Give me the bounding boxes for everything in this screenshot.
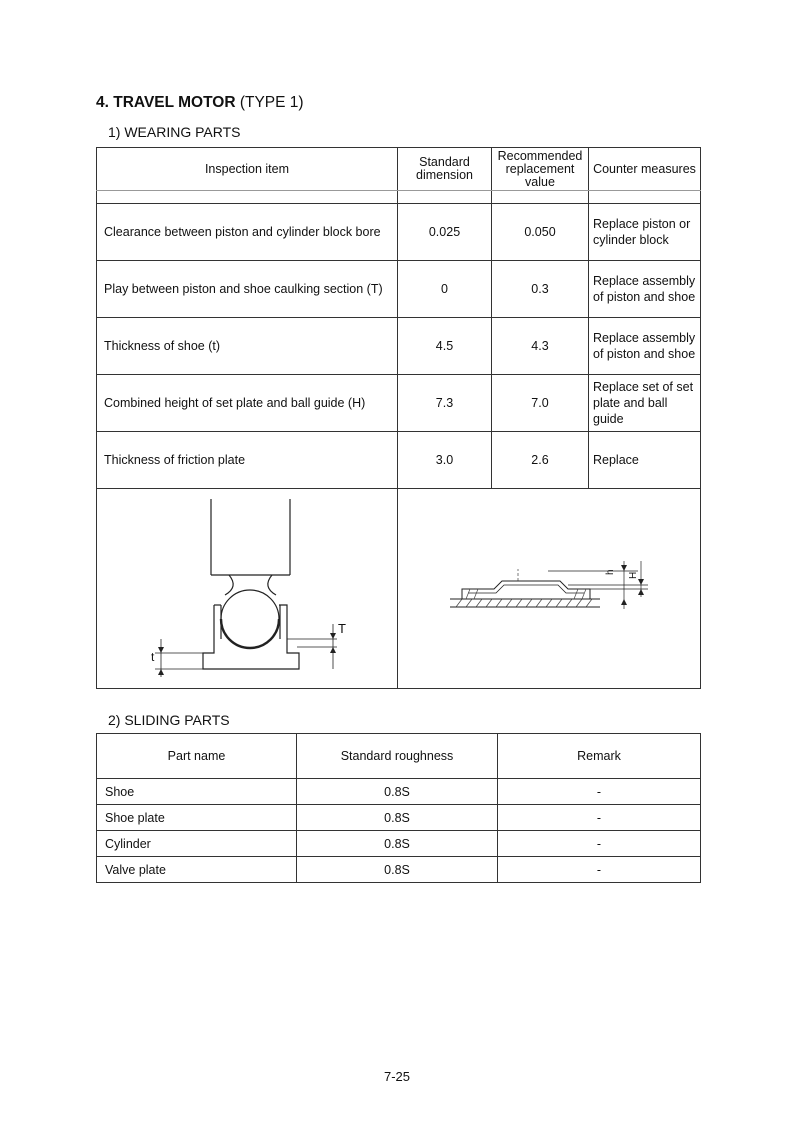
table-header-row	[97, 148, 701, 191]
wearing-parts-table	[96, 147, 701, 689]
header-spacer-row	[97, 191, 701, 204]
counter-measure	[589, 318, 701, 375]
part-name: Shoe	[97, 779, 297, 805]
counter-measure-line1: Replace set of set	[593, 380, 694, 394]
counter-measure-line2: plate and ball guide	[593, 396, 668, 426]
table-row	[97, 432, 701, 489]
set-plate-figure-cell	[398, 489, 701, 689]
table-row	[97, 857, 701, 883]
standard-roughness: 0.8S	[297, 779, 498, 805]
inspection-item: Play between piston and shoe caulking section (T)	[97, 261, 398, 318]
table-row	[97, 805, 701, 831]
table-header-row	[97, 734, 701, 779]
remark: -	[498, 831, 701, 857]
header-rec-line1: Recommended	[497, 148, 583, 163]
recommended-value: 7.0	[492, 375, 589, 432]
table-row	[97, 779, 701, 805]
part-name: Cylinder	[97, 831, 297, 857]
inspection-item: Thickness of friction plate	[97, 432, 398, 489]
table-row	[97, 204, 701, 261]
page-number: 7-25	[383, 1069, 411, 1084]
counter-measure-line2: of piston and shoe	[593, 290, 696, 304]
standard-dimension: 3.0	[398, 432, 492, 489]
sliding-parts-title: 2) SLIDING PARTS	[108, 712, 230, 728]
standard-roughness: 0.8S	[297, 805, 498, 831]
label-H: H	[628, 571, 639, 579]
piston-shoe-figure-cell	[97, 489, 398, 689]
standard-dimension: 7.3	[398, 375, 492, 432]
header-std-line2: dimension	[416, 168, 473, 182]
counter-measure-line2: of piston and shoe	[593, 347, 696, 361]
label-t: t	[151, 650, 155, 664]
recommended-value: 0.3	[492, 261, 589, 318]
remark: -	[498, 857, 701, 883]
sliding-parts-table	[96, 733, 701, 883]
counter-measure-line1: Replace	[593, 453, 639, 467]
header-counter-measures: Counter measures	[589, 148, 701, 191]
label-T: T	[338, 621, 346, 636]
recommended-value: 0.050	[492, 204, 589, 261]
standard-roughness: 0.8S	[297, 857, 498, 883]
standard-roughness: 0.8S	[297, 831, 498, 857]
counter-measure	[589, 375, 701, 432]
header-inspection-item: Inspection item	[97, 148, 398, 191]
standard-dimension: 4.5	[398, 318, 492, 375]
header-recommended-value	[492, 148, 589, 191]
figure-row	[97, 489, 701, 689]
recommended-value: 2.6	[492, 432, 589, 489]
counter-measure-line2: cylinder block	[593, 233, 669, 247]
recommended-value: 4.3	[492, 318, 589, 375]
counter-measure	[589, 261, 701, 318]
remark: -	[498, 805, 701, 831]
counter-measure-line1: Replace assembly	[593, 331, 696, 345]
inspection-item: Clearance between piston and cylinder block bore	[97, 204, 398, 261]
header-rec-line2: replacement	[505, 161, 575, 176]
header-standard-roughness: Standard roughness	[297, 734, 498, 779]
part-name: Valve plate	[97, 857, 297, 883]
remark: -	[498, 779, 701, 805]
counter-measure-line1: Replace piston or	[593, 217, 691, 231]
table-row	[97, 831, 701, 857]
counter-measure	[589, 204, 701, 261]
counter-measure	[589, 432, 701, 489]
standard-dimension: 0.025	[398, 204, 492, 261]
header-standard-dimension	[398, 148, 492, 191]
inspection-item: Thickness of shoe (t)	[97, 318, 398, 375]
header-std-line1: Standard	[419, 155, 470, 169]
inspection-item: Combined height of set plate and ball guide (H)	[97, 375, 398, 432]
table-row	[97, 261, 701, 318]
header-remark: Remark	[498, 734, 701, 779]
section-title	[96, 94, 304, 112]
standard-dimension: 0	[398, 261, 492, 318]
part-name: Shoe plate	[97, 805, 297, 831]
section-title-type: (TYPE 1)	[239, 94, 304, 111]
wearing-parts-title: 1) WEARING PARTS	[108, 124, 241, 140]
table-row	[97, 318, 701, 375]
table-row	[97, 375, 701, 432]
label-h: h	[605, 569, 616, 575]
piston-shoe-diagram	[97, 489, 398, 685]
counter-measure-line1: Replace assembly	[593, 274, 696, 288]
header-rec-line3: value	[525, 174, 555, 189]
section-title-main: 4. TRAVEL MOTOR	[96, 94, 236, 111]
set-plate-ball-guide-diagram	[398, 489, 701, 685]
header-part-name: Part name	[97, 734, 297, 779]
